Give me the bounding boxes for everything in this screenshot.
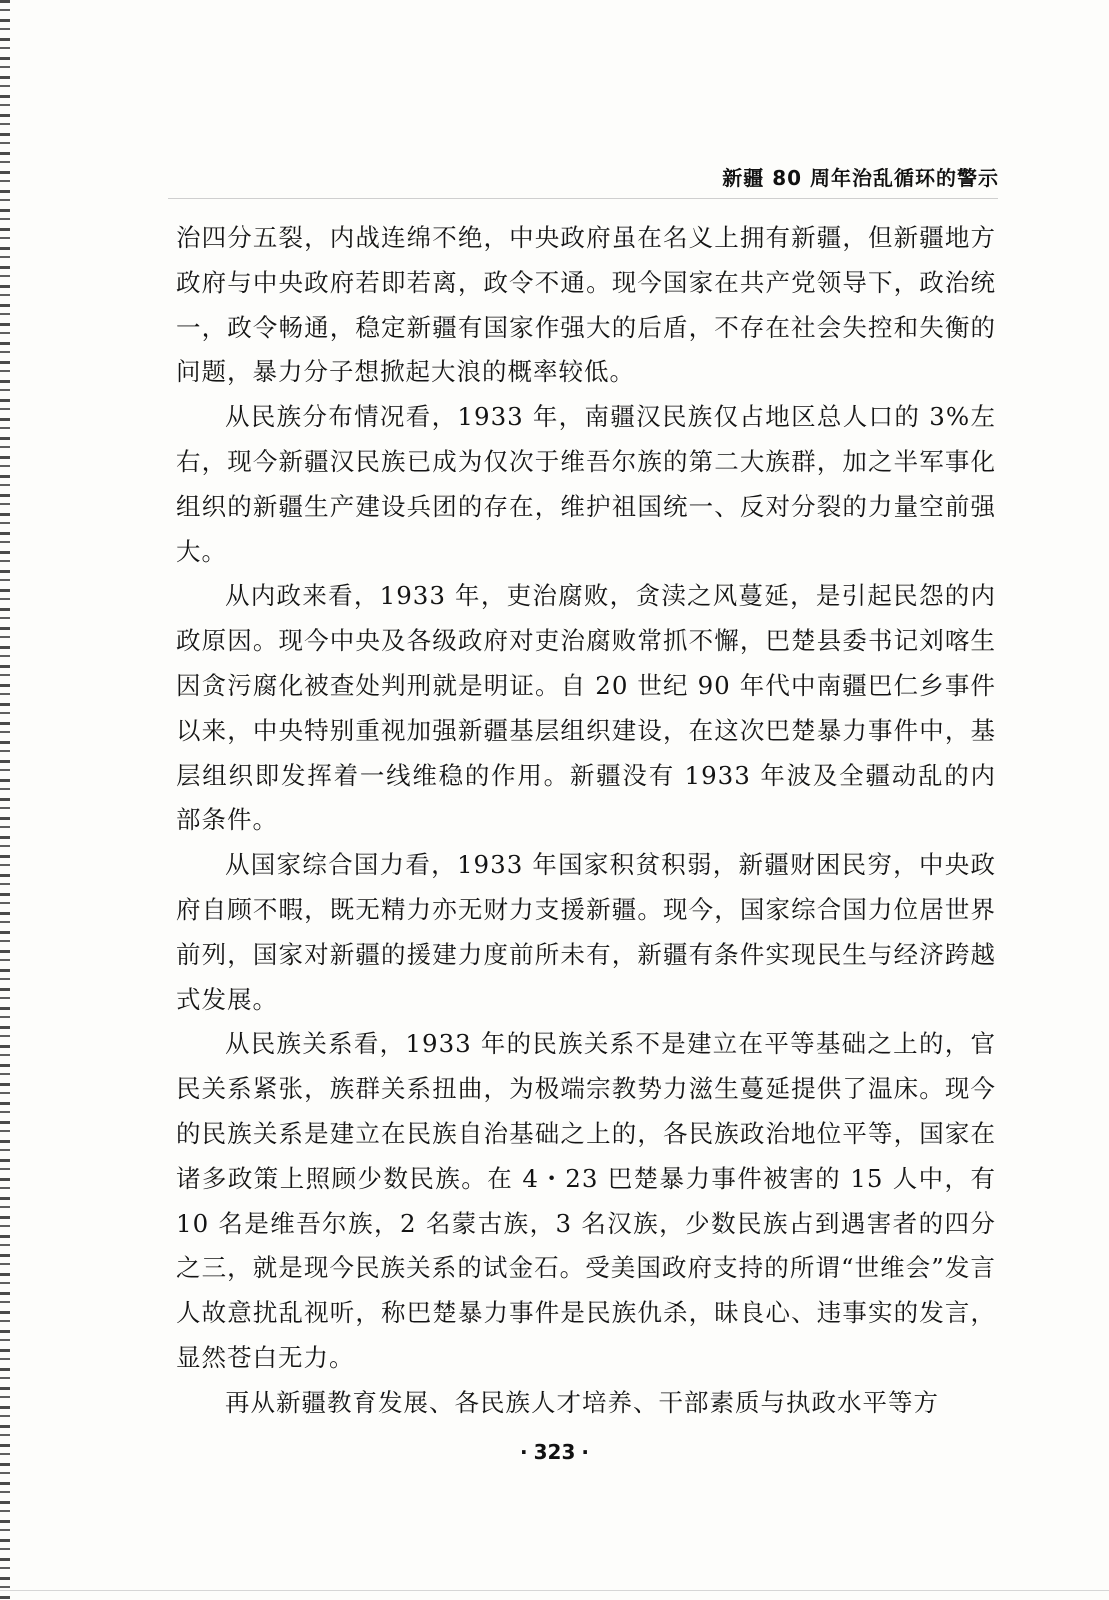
page-number-dot-left: ·	[520, 1440, 528, 1464]
paragraph-6: 再从新疆教育发展、各民族人才培养、干部素质与执政水平等方	[225, 1387, 939, 1417]
page-number-value: 323	[533, 1440, 576, 1464]
header-rule	[168, 198, 998, 199]
bottom-rule	[0, 1590, 1109, 1591]
paragraph-5: 从民族关系看，1933 年的民族关系不是建立在平等基础之上的，官民关系紧张，族群关系扭曲，为极端宗教势力滋生蔓延提供了温床。现今的民族关系是建立在民族自治基础之上的，各民族政治地位平等，国家在诸多政策上照顾少数民族。在 4・23 巴楚暴力事件被害的 15 人中，有 10 名是维吾尔族，2 名蒙古族，3 名汉族，少数民族占到遇害者的四分之三，就是现今民族关系的试金石。受美国政府支持的所谓“世维会”发言人故意扰乱视听，称巴楚暴力事件是民族仇杀，昧良心、违事实的发言，显然苍白无力。	[176, 1029, 996, 1372]
paragraph-2: 从民族分布情况看，1933 年，南疆汉民族仅占地区总人口的 3%左右，现今新疆汉民族已成为仅次于维吾尔族的第二大族群，加之半军事化组织的新疆生产建设兵团的存在，维护祖国统一、反对分裂的力量空前强大。	[176, 402, 996, 566]
scan-edge-artifact	[0, 0, 10, 1600]
body-text	[176, 216, 996, 1426]
running-head: 新疆 80 周年治乱循环的警示	[722, 166, 999, 190]
page-number-dot-right: ·	[581, 1440, 589, 1464]
paragraph-4: 从国家综合国力看，1933 年国家积贫积弱，新疆财困民穷，中央政府自顾不暇，既无精力亦无财力支援新疆。现今，国家综合国力位居世界前列，国家对新疆的援建力度前所未有，新疆有条件实现民生与经济跨越式发展。	[176, 850, 996, 1014]
page-number	[0, 1440, 1109, 1464]
paragraph-3: 从内政来看，1933 年，吏治腐败，贪渎之风蔓延，是引起民怨的内政原因。现今中央及各级政府对吏治腐败常抓不懈，巴楚县委书记刘喀生因贪污腐化被查处判刑就是明证。自 20 世纪 90 年代中南疆巴仁乡事件以来，中央特别重视加强新疆基层组织建设，在这次巴楚暴力事件中，基层组织即发挥着一线维稳的作用。新疆没有 1933 年波及全疆动乱的内部条件。	[176, 581, 996, 835]
paragraph-1: 治四分五裂，内战连绵不绝，中央政府虽在名义上拥有新疆，但新疆地方政府与中央政府若即若离，政令不通。现今国家在共产党领导下，政治统一，政令畅通，稳定新疆有国家作强大的后盾，不存在社会失控和失衡的问题，暴力分子想掀起大浪的概率较低。	[176, 223, 996, 387]
